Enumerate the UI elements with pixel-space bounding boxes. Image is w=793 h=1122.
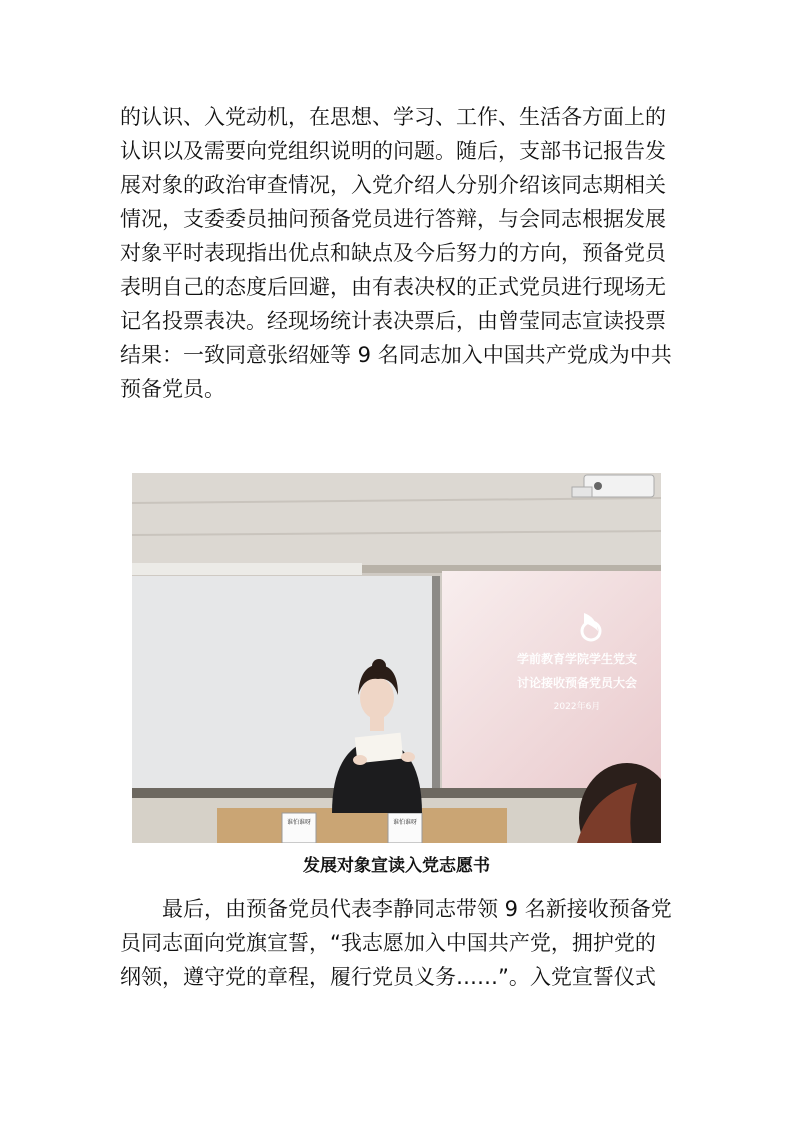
nameplate-left [282, 813, 316, 843]
slide-date: 2022年6月 [553, 702, 601, 712]
paragraph-1 [120, 100, 680, 406]
paragraph-line: 展对象的政治审查情况，入党介绍人分别介绍该同志期相关 [120, 173, 666, 197]
nameplate-right [388, 813, 422, 843]
paragraph-line: 的认识、入党动机，在思想、学习、工作、生活各方面上的 [120, 105, 666, 129]
paragraph-line: 纲领，遵守党的章程，履行党员义务……”。入党宣誓仪式 [120, 965, 656, 989]
photo-caption: 发展对象宣读入党志愿书 [303, 856, 490, 876]
svg-text:谁怕谁呀: 谁怕谁呀 [286, 819, 312, 826]
paragraph-2 [120, 892, 680, 994]
paragraph-line: 结果：一致同意张绍娅等 9 名同志加入中国共产党成为中共 [120, 343, 672, 367]
meeting-photo [132, 473, 661, 843]
slide-title-line2: 讨论接收预备党员大会 [516, 676, 638, 690]
paragraph-line: 记名投票表决。经现场统计表决票后，由曾莹同志宣读投票 [120, 309, 666, 333]
paragraph-line: 对象平时表现指出优点和缺点及今后努力的方向，预备党员 [120, 241, 666, 265]
paragraph-line: 员同志面向党旗宣誓，“我志愿加入中国共产党，拥护党的 [120, 931, 656, 955]
paragraph-line: 最后，由预备党员代表李静同志带领 9 名新接收预备党 [120, 897, 672, 921]
svg-text:谁怕谁呀: 谁怕谁呀 [392, 819, 418, 826]
paragraph-line: 情况，支委委员抽问预备党员进行答辩，与会同志根据发展 [120, 207, 666, 231]
slide-title-line1: 学前教育学院学生党支 [516, 652, 638, 666]
paragraph-line: 认识以及需要向党组织说明的问题。随后，支部书记报告发 [120, 139, 666, 163]
paragraph-line: 表明自己的态度后回避，由有表决权的正式党员进行现场无 [120, 275, 666, 299]
projector-icon [572, 475, 654, 497]
paragraph-line: 预备党员。 [120, 377, 225, 401]
